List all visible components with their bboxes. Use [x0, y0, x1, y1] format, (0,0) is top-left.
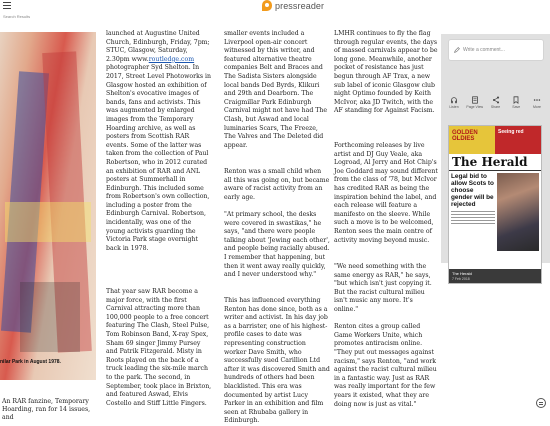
top-bar	[0, 0, 550, 14]
article-actions	[445, 96, 550, 109]
search-results-link[interactable]: Search Results	[3, 14, 31, 19]
article-column-1-top	[106, 30, 212, 253]
thumbnail-photo	[497, 173, 539, 251]
article-column-3-mid	[334, 142, 438, 245]
pressreader-logo-icon	[262, 0, 272, 11]
thumbnail-golden-text: GOLDEN OLDIES	[452, 130, 478, 142]
page-view-label: Page View	[466, 105, 484, 109]
col1-text-a: launched at Augustine United Church, Edinburgh, Friday, 7pm; STUC, Glasgow, Saturday, 2.30pm www.	[106, 30, 210, 63]
col3-bottom-text: "We need something with the same energy as RAR," he says, "but which isn't just copying it. But the racist cultural milieu isn't music any more. It's online." Renton cites a group called Game Workers Unite, which promotes antiracism online. "They put out messages against racism," says Renton, "and work against the racist cultural milieu in a fantastic way. Just as RAR was really important for the few years it existed, what they are doing now is just as vital."	[334, 263, 437, 408]
pressreader-logo[interactable]	[262, 0, 324, 11]
share-label: Share	[490, 105, 501, 109]
thumbnail-masthead: The Herald	[449, 154, 541, 171]
article-photo[interactable]	[0, 32, 96, 380]
article-column-3-bottom	[334, 263, 438, 409]
page-view-button[interactable]	[466, 96, 484, 109]
page-view-icon	[471, 96, 479, 104]
article-column-2-bottom	[224, 297, 330, 426]
routledge-link[interactable]: routledge.com	[148, 55, 195, 63]
save-label: Save	[512, 105, 521, 109]
article-column-1-bottom	[106, 288, 212, 408]
thumbnail-date: 7 Feb 2018	[452, 277, 470, 281]
logo-text: pressreader	[275, 0, 325, 11]
scroll-control-icon[interactable]	[536, 398, 546, 408]
headphones-icon	[450, 96, 458, 104]
article-column-2-mid	[224, 168, 330, 280]
col2-bottom-text: This has influenced everything Renton has done since, both as a writer and activist. In his day job as a barrister, one of his highest-profile cases to date was representing construction worker Dave Smith, who successfully sued Carillion Ltd after it was discovered Smith and hundreds of others had been blacklisted. This era was documented by artist Lucy Parker in an exhibition and film seen at Rhubaba gallery in Edinburgh.	[224, 297, 330, 425]
more-label: More	[533, 105, 541, 109]
article-text-left-tail: An RAR fanzine, Temporary Hoarding, ran for 14 issues, and	[2, 398, 91, 421]
thumbnail-footer	[449, 269, 541, 283]
article-column-2-top	[224, 30, 330, 150]
thumbnail-seeing-text: Seeing red	[498, 129, 524, 135]
more-icon	[533, 96, 541, 104]
pencil-icon	[454, 47, 460, 53]
save-button[interactable]	[507, 96, 525, 109]
thumbnail-headline: Legal bid to allow Scots to choose gender will be rejected	[451, 173, 494, 208]
comment-placeholder: Write a comment...	[463, 47, 505, 53]
col3-top-text: LMHR continues to fly the flag through regular events, the days of massed carnivals appear to be long gone. Meanwhile, another pocket of resistance has just begun through AF Trax, a new sub label of iconic Glasgow club night Optimo founded by Keith McIvor, aka JD Twitch, with the AF standing for Against Facism.	[334, 30, 438, 115]
thumbnail-banner	[449, 126, 541, 154]
more-button[interactable]	[528, 96, 546, 109]
col2-mid-text: Renton was a small child when all this was going on, but became aware of racist activity from an early age. "At primary school, the desks were covered in swastikas," he says, "and there were people talking about 'Jewing each other', and people being racially abused. I remember that happening, but then it went away really quickly, and I never understood why."	[224, 168, 330, 279]
listen-button[interactable]	[445, 96, 463, 109]
thumbnail-body-lines	[451, 211, 495, 224]
side-panel	[441, 34, 550, 281]
hamburger-menu-icon[interactable]	[3, 2, 11, 9]
photo-caption: nilar Park in August 1978.	[0, 359, 61, 365]
share-icon	[492, 96, 500, 104]
col1-bottom-text: That year saw RAR become a major force, with the first Carnival attracting more than 100,000 people to a free concert featuring The Clash, Steel Pulse, Tom Robinson Band, X-ray Spex, Sham 69 singer Jimmy Pursey and Patrik Fitzgerald. Misty in Roots played on the back of a truck leading the six-mile march to the park. The second, in September, took place in Brixton, and featured Aswad, Elvis Costello and Stiff Little Fingers.	[106, 288, 212, 407]
comment-input[interactable]	[448, 39, 544, 61]
share-button[interactable]	[487, 96, 505, 109]
col3-mid-text: Forthcoming releases by live artist and DJ Guy Veale, aka Logroad, Al Jerry and Hot Chip's Joe Goddard may sound different from the class of '78, but McIvor has credited RAR as being the inspiration behind the label, and each release will feature a manifesto on the sleeve. While such a move is to be welcomed, Renton sees the main centre of activity moving beyond music.	[334, 142, 438, 244]
col1-text-b: photographer Syd Shelton. In 2017, Street Level Photoworks in Glasgow hosted an exhibition of Shelton's evocative images of bands, fans and activists. This was augmented by enlarged images from the Temporary Hoarding archive, as well as posters from Scottish RAR events. Some of the latter was taken from the collection of Paul Robertson, who in 2012 curated an exhibition of RAR and ANL posters at Summerhall in Edinburgh. This included some from Robertson's own collection, including a poster from the Edinburgh Carnival. Robertson, incidentally, was one of the young activists guarding the Victoria Park stage overnight back in 1978.	[106, 64, 211, 252]
bookmark-icon	[512, 96, 520, 104]
thumbnail-paper-name: The Herald	[452, 271, 472, 276]
newspaper-thumbnail[interactable]	[448, 125, 542, 284]
col2-top-text: smaller events included a Liverpool open-air concert witnessed by this writer, and featured alternative theatre companies Belt and Braces and The Sadista Sisters alongside local bands Ded Byrds, Klikuri and 29th and Dearborn. The Craigmillar Park Edinburgh Carnival might not have had The Clash, but Aswad and local luminaries Scars, The Freeze, The Valves and The Deleted did appear.	[224, 30, 328, 149]
listen-label: Listen	[449, 105, 459, 109]
article-column-3-top	[334, 30, 438, 116]
